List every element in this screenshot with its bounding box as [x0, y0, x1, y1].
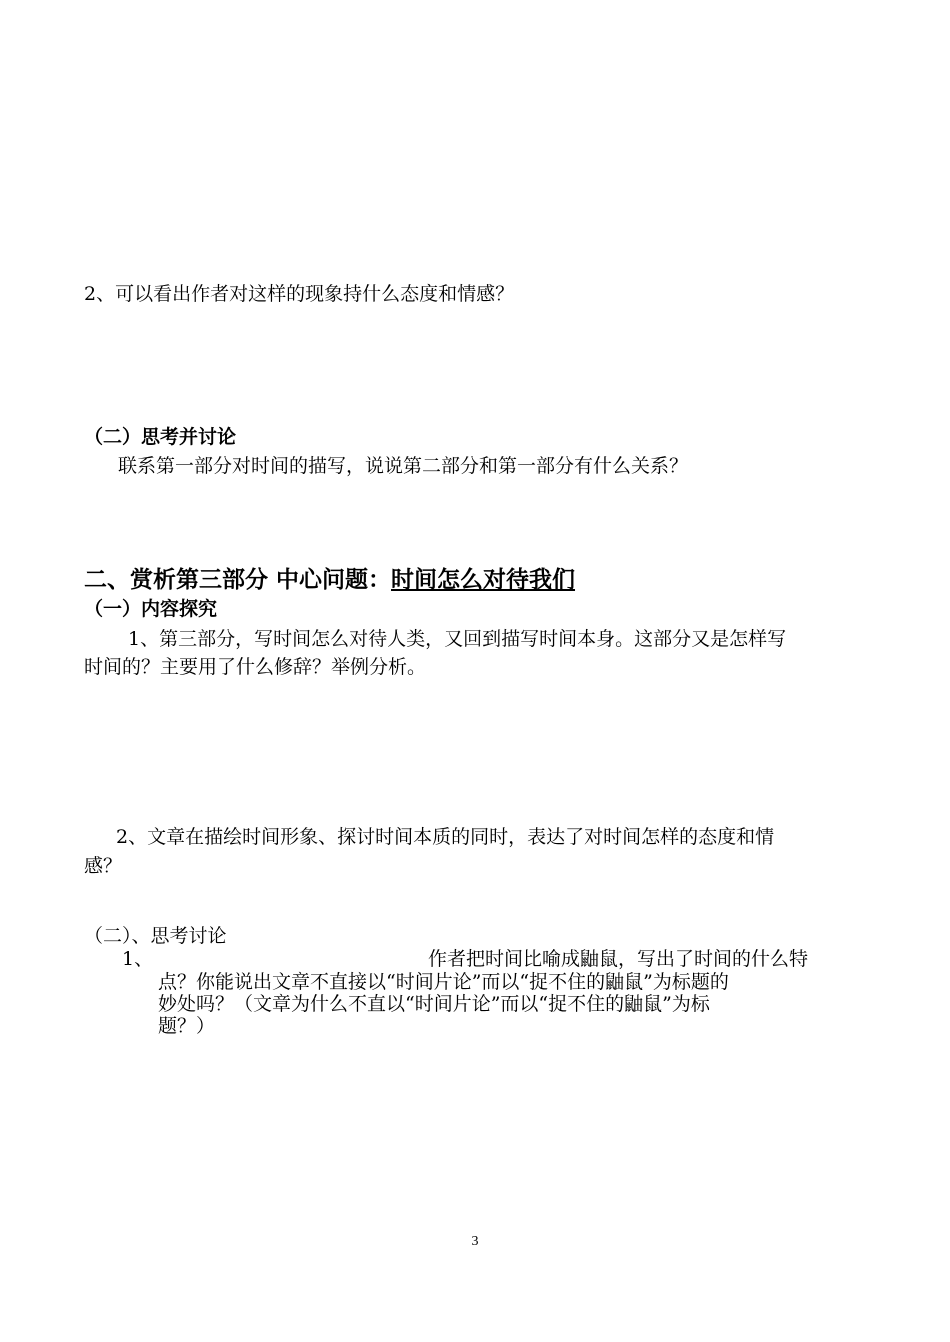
discussion-item-1-line-4: 题？） [158, 1015, 216, 1037]
section-2-heading [84, 565, 575, 595]
discussion-item-1-line-1: 作者把时间比喻成鼬鼠，写出了时间的什么特 [428, 948, 809, 970]
inquiry-question-2-line-2: 感？ [84, 855, 123, 877]
content-inquiry-heading: （一）内容探究 [84, 598, 218, 620]
page-number: 3 [471, 1234, 479, 1249]
section-2-heading-prefix: 二、赏析第三部分 中心问题： [84, 566, 392, 593]
discussion-heading: （二）、思考讨论 [84, 925, 227, 947]
question-2-text: 2、可以看出作者对这样的现象持什么态度和情感？ [84, 283, 515, 305]
inquiry-question-2-line-1: 2、文章在描绘时间形象、探讨时间本质的同时，表达了对时间怎样的态度和情 [116, 826, 775, 848]
discussion-item-number: 1、 [122, 948, 154, 970]
inquiry-question-1-line-2: 时间的？主要用了什么修辞？举例分析。 [84, 656, 427, 678]
discussion-item-1-line-2: 点？你能说出文章不直接以“时间片论”而以“捉不住的鼬鼠”为标题的 [158, 971, 729, 993]
central-question-underlined: 时间怎么对待我们 [391, 566, 576, 593]
discussion-item-1-line-3: 妙处吗？（文章为什么不直以“时间片论”而以“捉不住的鼬鼠”为标 [158, 993, 710, 1015]
inquiry-question-1-line-1: 1、第三部分，写时间怎么对待人类，又回到描写时间本身。这部分又是怎样写 [128, 628, 787, 650]
discussion-question-text: 联系第一部分对时间的描写，说说第二部分和第一部分有什么关系？ [118, 455, 689, 477]
subsection-2-heading: （二）思考并讨论 [84, 426, 237, 448]
